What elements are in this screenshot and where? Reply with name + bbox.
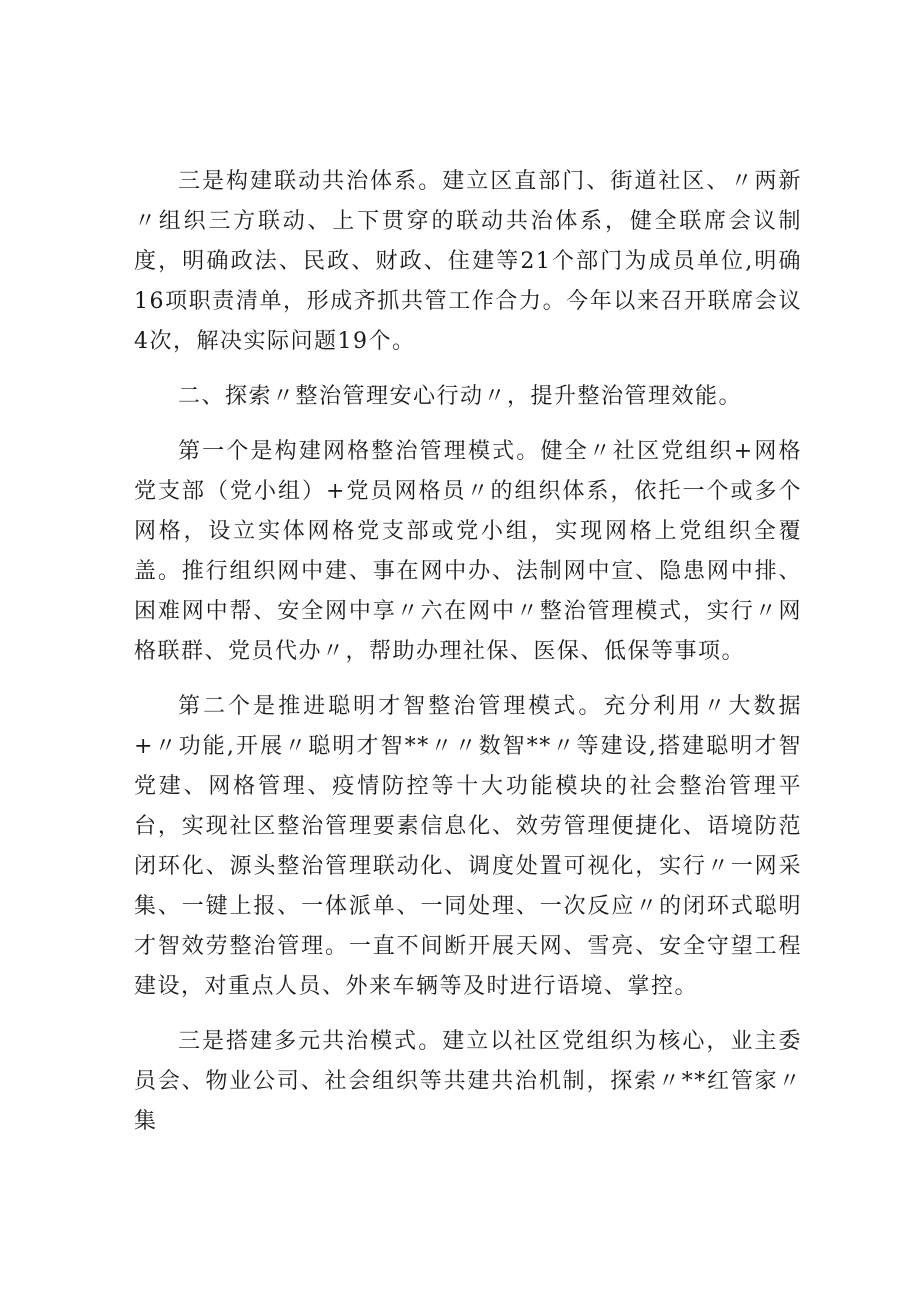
- paragraph-linkage-system: 三是构建联动共治体系。建立区直部门、街道社区、〃两新〃组织三方联动、上下贯穿的联动共治体系，健全联席会议制度，明确政法、民政、财政、住建等21个部门为成员单位,明确16项职责清单，形成齐抓共管工作合力。今年以来召开联席会议4次，解决实际问题19个。: [134, 169, 802, 354]
- document-body: [134, 162, 802, 1157]
- paragraph-multi-governance: 三是搭建多元共治模式。建立以社区党组织为核心，业主委员会、物业公司、社会组织等共建共治机制，探索〃**红管家〃集: [134, 1029, 802, 1134]
- paragraph-grid-governance: 第一个是构建网格整治管理模式。健全〃社区党组织+网格党支部（党小组）+党员网格员〃的组织体系，依托一个或多个网格，设立实体网格党支部或党小组，实现网格上党组织全覆盖。推行组织网中建、事在网中办、法制网中宣、隐患网中排、困难网中帮、安全网中享〃六在网中〃整治管理模式，实行〃网格联群、党员代办〃，帮助办理社保、医保、低保等事项。: [134, 439, 802, 664]
- paragraph-smart-governance: 第二个是推进聪明才智整治管理模式。充分利用〃大数据+〃功能,开展〃聪明才智**〃〃数智**〃等建设,搭建聪明才智党建、网格管理、疫情防控等十大功能模块的社会整治管理平台，实现社区整治管理要素信息化、效劳管理便捷化、语境防范闭环化、源头整治管理联动化、调度处置可视化，实行〃一网采集、一键上报、一体派单、一同处理、一次反应〃的闭环式聪明才智效劳整治管理。一直不间断开展天网、雪亮、安全守望工程建设，对重点人员、外来车辆等及时进行语境、掌控。: [134, 694, 802, 999]
- section-heading-governance: 二、探索〃整治管理安心行动〃，提升整治管理效能。: [178, 384, 743, 409]
